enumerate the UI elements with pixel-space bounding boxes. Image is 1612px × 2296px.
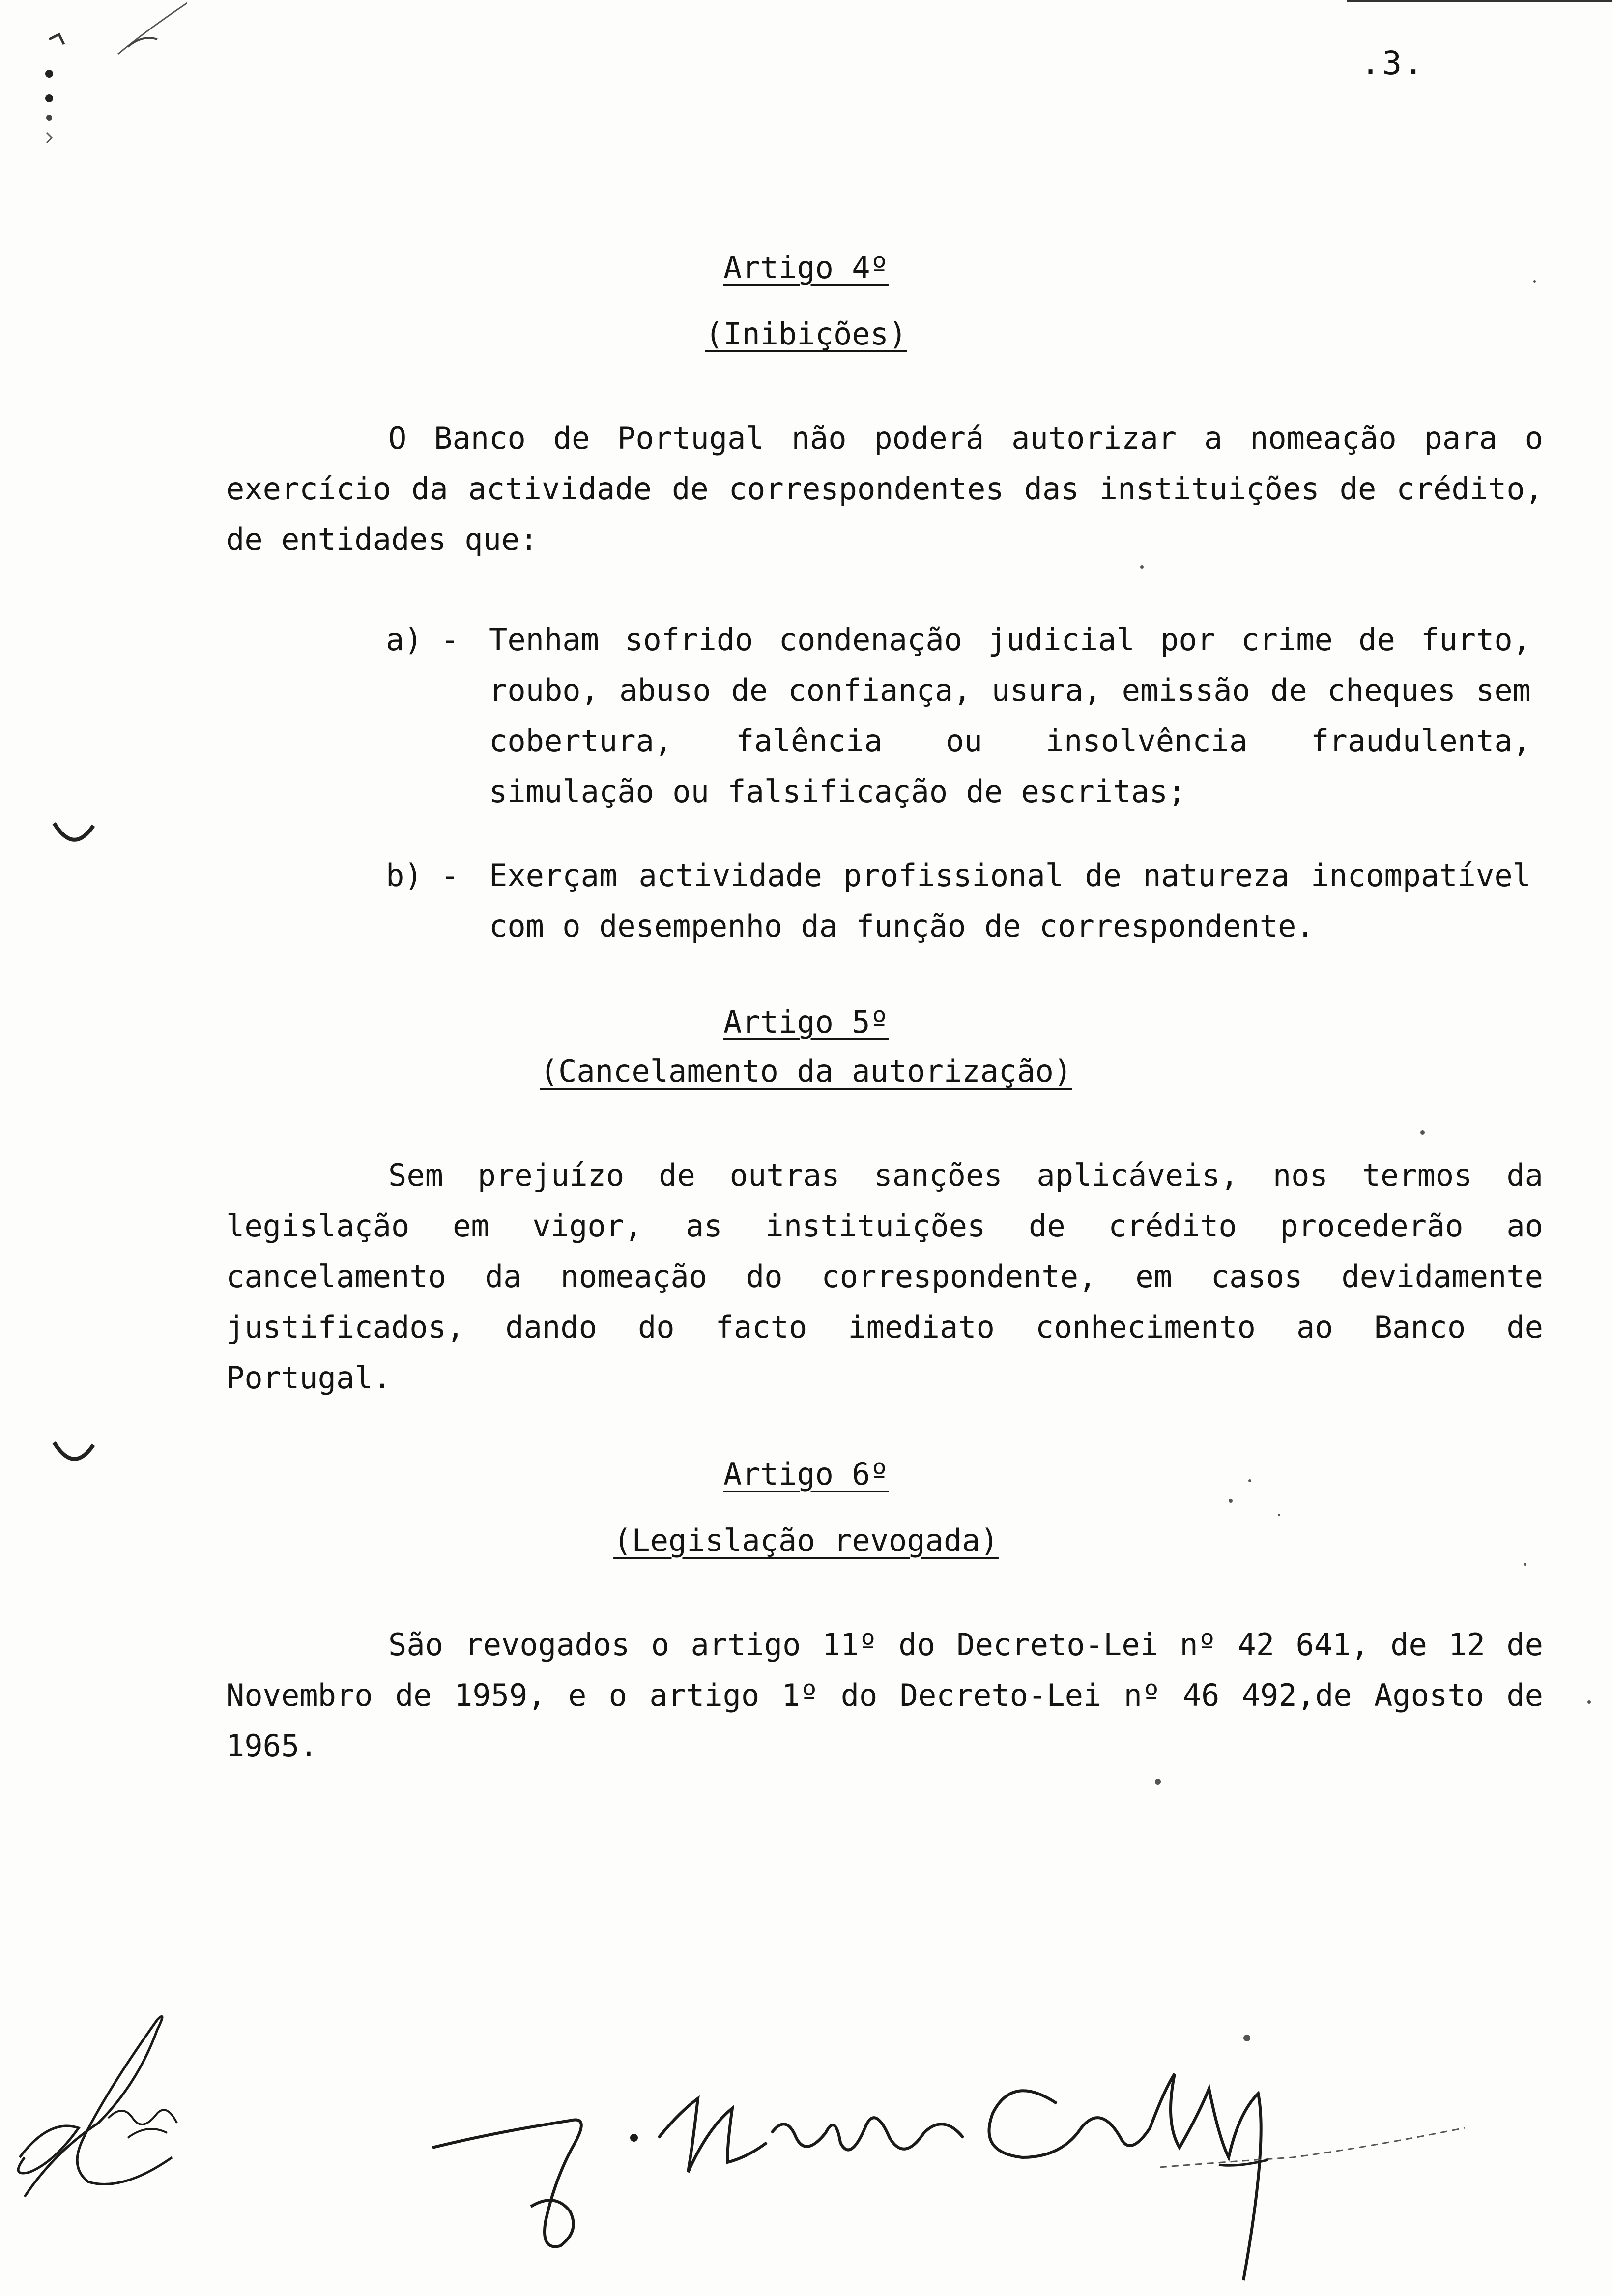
- article-4-item-b: [386, 850, 1531, 951]
- top-rule: [1347, 0, 1612, 2]
- main-signature: [432, 2015, 1563, 2290]
- article-5-body: Sem prejuízo de outras sanções aplicáveis, nos termos da legislação em vigor, as instituições de crédito procederão ao cancelamento da nomeação do correspondente, em casos devidamente justificados, dando do facto imediato conhecimento ao Banco de Portugal.: [226, 1157, 1543, 1396]
- article-4-title: Artigo 4º: [723, 250, 889, 286]
- scan-speck: [1140, 565, 1144, 569]
- article-4-intro: O Banco de Portugal não poderá autorizar a nomeação para o exercício da actividade de correspondentes das instituições de crédito, de entidades que:: [226, 420, 1543, 557]
- scan-speck: [1278, 1514, 1280, 1516]
- punch-mark-upper: [49, 816, 98, 855]
- scan-speck: [1243, 2035, 1250, 2041]
- punch-mark-lower: [49, 1435, 98, 1474]
- article-6-title: Artigo 6º: [723, 1456, 889, 1492]
- page-number: .3.: [1360, 44, 1425, 82]
- scan-speck: [1229, 1499, 1233, 1503]
- scan-speck: [1587, 1700, 1591, 1704]
- item-b-text: Exerçam actividade profissional de natureza incompatível com o desempenho da função de correspondente.: [489, 858, 1531, 944]
- scan-speck: [1155, 1779, 1161, 1785]
- scan-speck: [1533, 280, 1536, 283]
- scan-speck: [1420, 1130, 1425, 1135]
- scan-speck: [1524, 1563, 1526, 1566]
- initials-signature: [10, 2010, 197, 2216]
- item-b-marker: b) -: [386, 858, 460, 893]
- scan-speck: [1248, 1479, 1251, 1482]
- article-5-subtitle: (Cancelamento da autorização): [540, 1053, 1072, 1089]
- article-5-title: Artigo 5º: [723, 1004, 889, 1040]
- article-4-subtitle: (Inibições): [705, 316, 907, 352]
- article-4-item-a: [386, 614, 1531, 817]
- corner-scribble: [29, 0, 187, 167]
- item-a-marker: a) -: [386, 622, 460, 658]
- item-a-text: Tenham sofrido condenação judicial por crime de furto, roubo, abuso de confiança, usura, emissão de cheques sem cobertura, falência ou insolvência fraudulenta, simulação ou falsificação de escritas;: [489, 622, 1531, 809]
- article-6-subtitle: (Legislação revogada): [613, 1522, 999, 1558]
- article-6-body: São revogados o artigo 11º do Decreto-Lei nº 42 641, de 12 de Novembro de 1959, e o artigo 1º do Decreto-Lei nº 46 492,de Agosto de 1965.: [226, 1627, 1543, 1764]
